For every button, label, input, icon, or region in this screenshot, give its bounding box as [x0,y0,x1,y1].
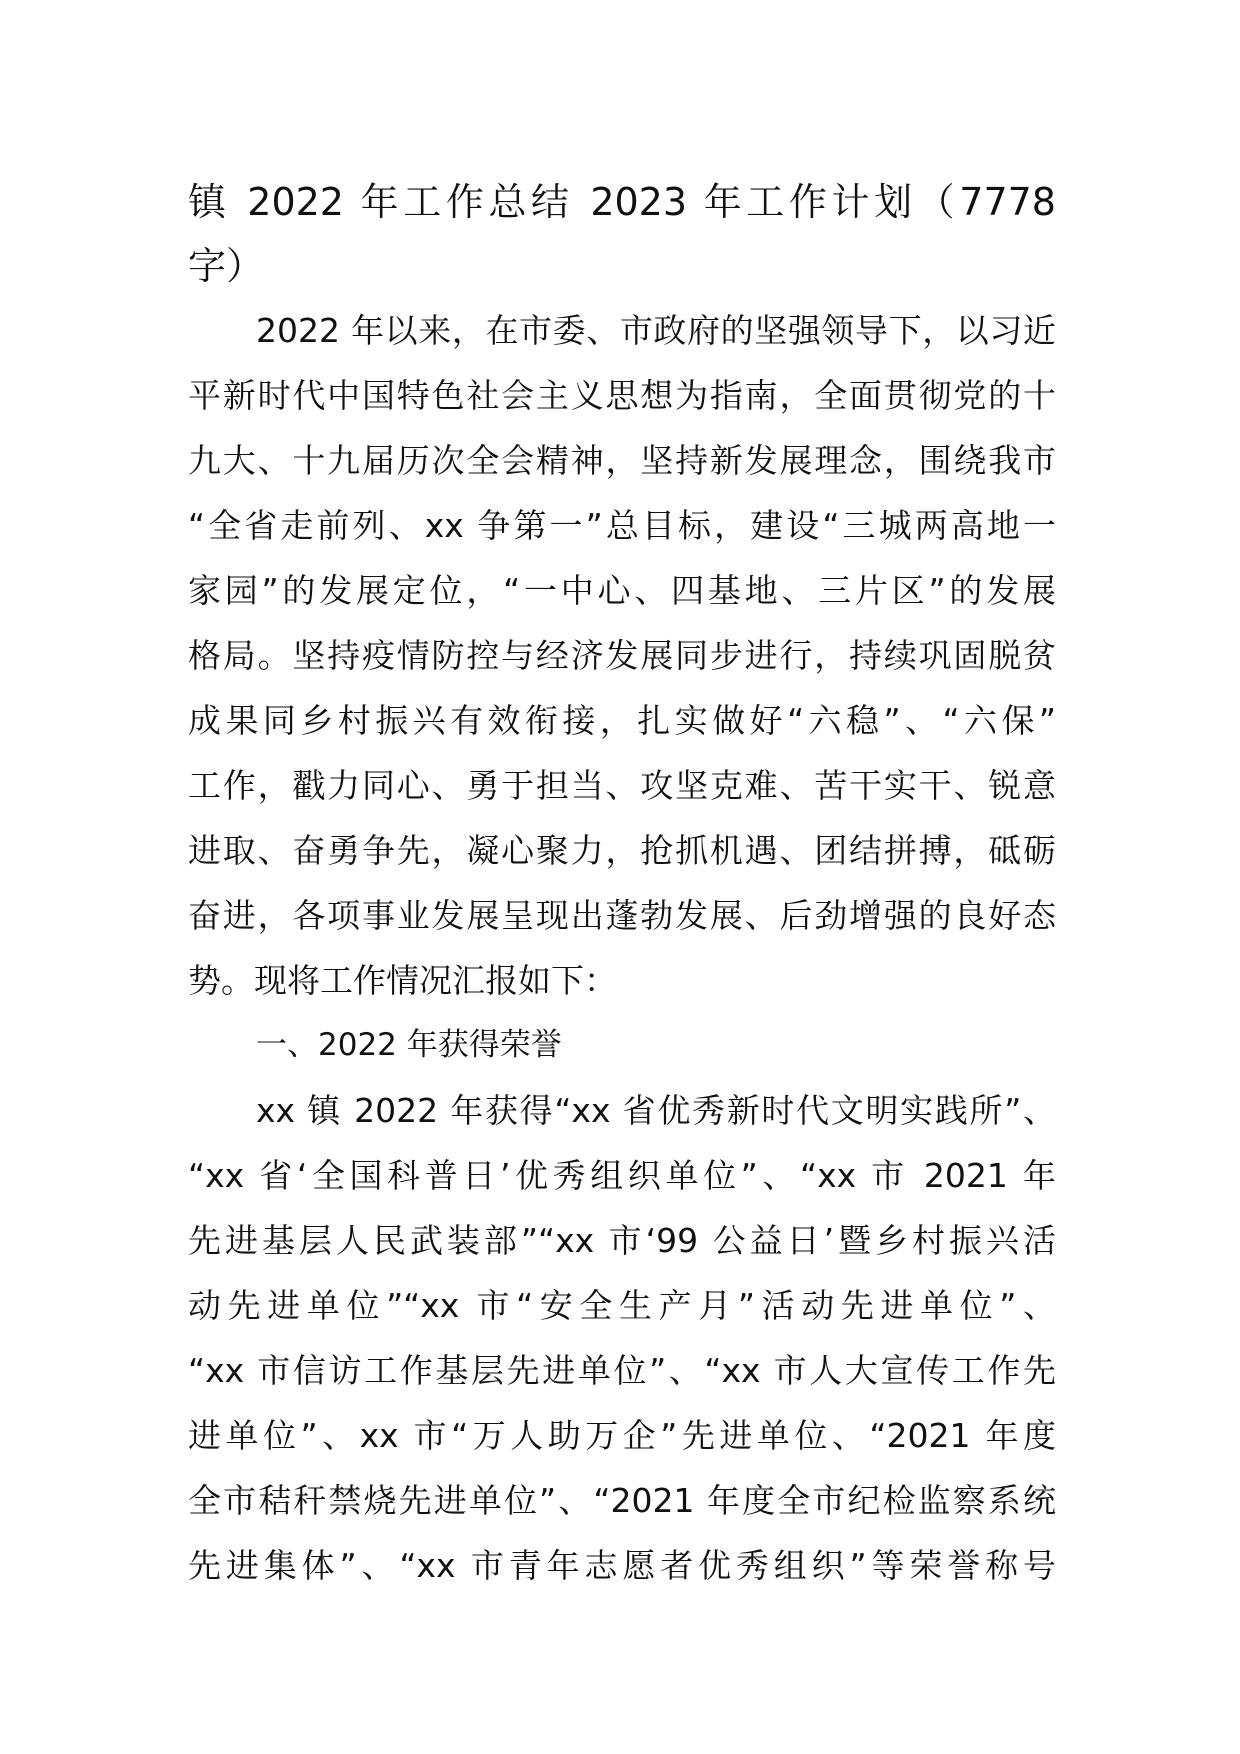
paragraph-line: 奋进，各项事业发展呈现出蓬勃发展、后劲增强的良好态 [188,896,1056,935]
paragraph-line: 家园”的发展定位，“一中心、四基地、三片区”的发展 [188,571,1056,610]
intro-paragraph [188,298,1056,1013]
paragraph-line: 九大、十九届历次全会精神，坚持新发展理念，围绕我市 [188,441,1056,480]
honors-paragraph [188,1078,1056,1598]
section-heading: 一、2022 年获得荣誉 [256,1027,562,1063]
paragraph-line: 势。现将工作情况汇报如下： [188,961,617,1000]
document-title-line-1: 镇 2022 年工作总结 2023 年工作计划（7778 [188,180,1056,224]
document-page [188,170,1056,1598]
paragraph-line: “xx 市信访工作基层先进单位”、“xx 市人大宣传工作先 [188,1351,1056,1390]
paragraph-line: 全市秸秆禁烧先进单位”、“2021 年度全市纪检监察系统 [188,1481,1056,1520]
paragraph-line: “xx 省‘全国科普日’优秀组织单位”、“xx 市 2021 年 [188,1156,1056,1195]
paragraph-line: 先进基层人民武装部”“xx 市‘99 公益日’暨乡村振兴活 [188,1221,1056,1260]
paragraph-line: 平新时代中国特色社会主义思想为指南，全面贯彻党的十 [188,376,1056,415]
paragraph-line: xx 镇 2022 年获得“xx 省优秀新时代文明实践所”、 [256,1091,1056,1130]
paragraph-line: 动先进单位”“xx 市“安全生产月”活动先进单位”、 [188,1286,1056,1325]
paragraph-line: 工作，戳力同心、勇于担当、攻坚克难、苦干实干、锐意 [188,766,1056,805]
paragraph-line: 成果同乡村振兴有效衔接，扎实做好“六稳”、“六保” [188,701,1056,740]
paragraph-line: 进取、奋勇争先，凝心聚力，抢抓机遇、团结拼搏，砥砺 [188,831,1056,870]
paragraph-line: 进单位”、xx 市“万人助万企”先进单位、“2021 年度 [188,1416,1056,1455]
paragraph-line: 格局。坚持疫情防控与经济发展同步进行，持续巩固脱贫 [188,636,1056,675]
paragraph-line: “全省走前列、xx 争第一”总目标，建设“三城两高地一 [188,506,1056,545]
paragraph-line: 先进集体”、“xx 市青年志愿者优秀组织”等荣誉称号 [188,1546,1056,1585]
paragraph-line: 2022 年以来，在市委、市政府的坚强领导下，以习近 [256,311,1056,350]
document-title-line-2: 字） [188,244,265,288]
